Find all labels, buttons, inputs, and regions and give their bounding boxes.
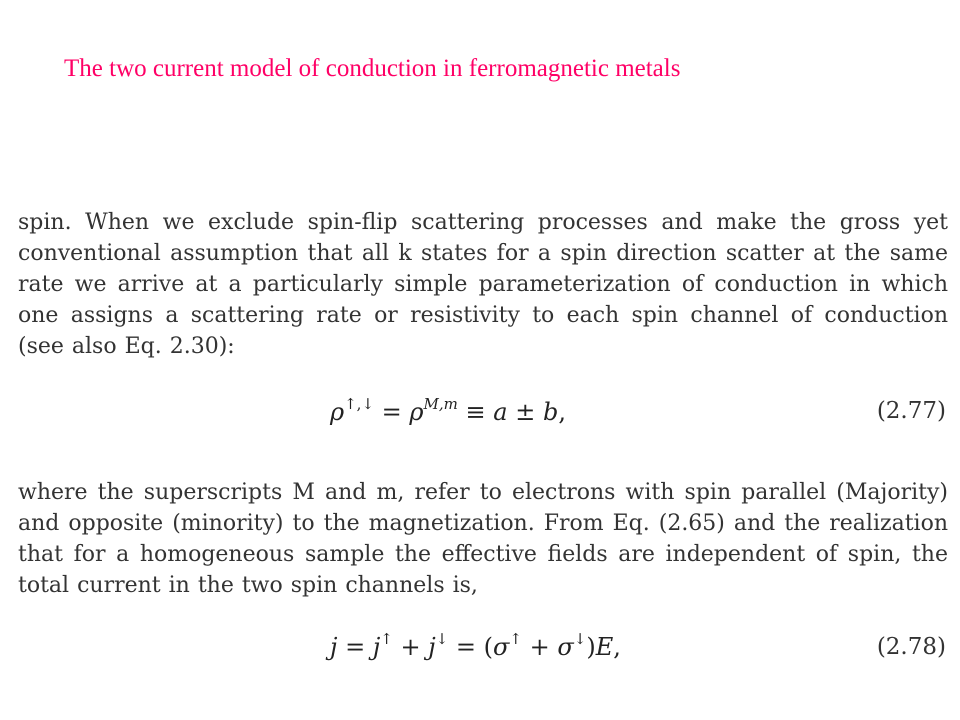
equation-number-2-77: (2.77) (876, 398, 946, 424)
slide-title: The two current model of conduction in ferromagnetic metals (64, 55, 681, 82)
paragraph-superscripts: where the superscripts M and m, refer to electrons with spin parallel (Majority) and opposite (minority) to the magnetization. From Eq. (2.65) and the realization that for a homogeneous sample the effective fields are independent of spin, the total current in the two spin channels is, (18, 480, 948, 598)
equation-number-2-78: (2.78) (876, 634, 946, 660)
equation-resistivity (330, 395, 566, 426)
equation-resistivity-body: $\rho^{↑,↓} = \rho^{M,m} \equiv a \pm b$, (330, 395, 566, 426)
paragraph-spin-flip: spin. When we exclude spin-flip scattering processes and make the gross yet conventional assumption that all k states for a spin direction scatter at the same rate we arrive at a particularly simple parameterization of conduction in which one assigns a scattering rate or resistivity to each spin channel of conduction (see also Eq. 2.30): (18, 210, 948, 359)
equation-current-body: j = j↑ + j↓ = (σ↑ + σ↓)E, (330, 630, 621, 661)
equation-current (330, 630, 621, 661)
